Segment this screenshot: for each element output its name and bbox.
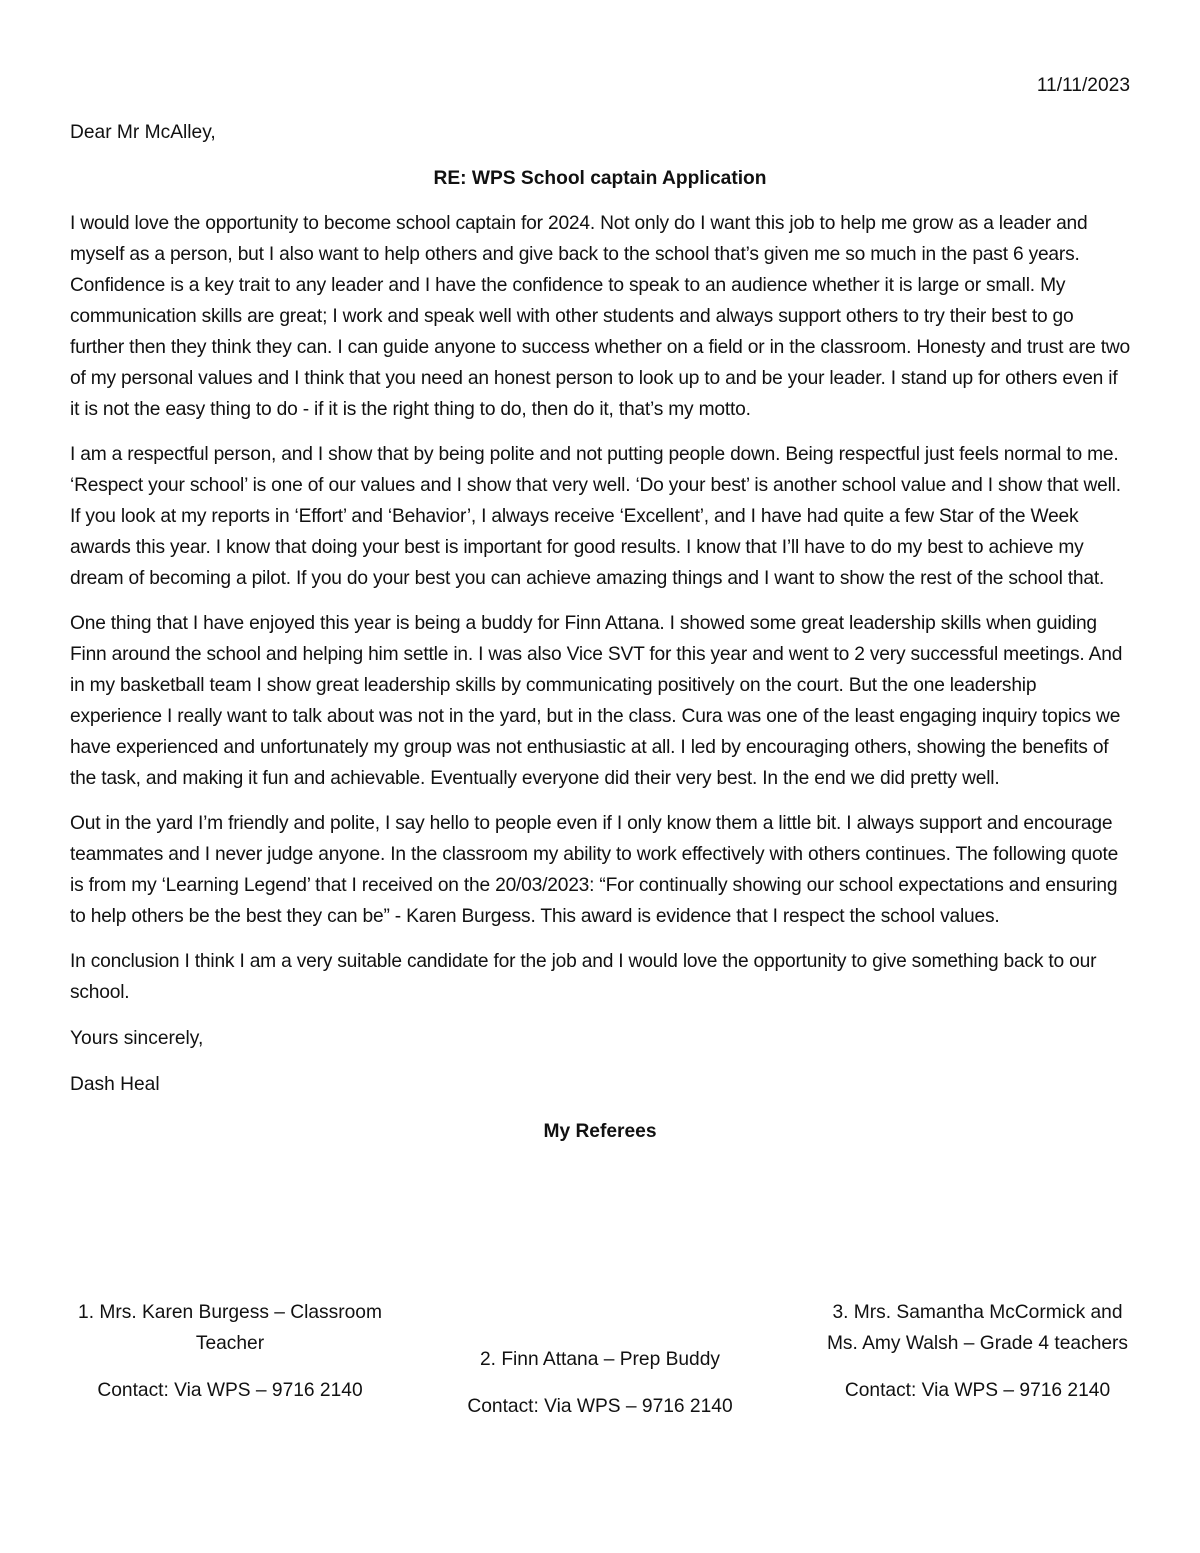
signature-name: Dash Heal [70,1074,160,1095]
paragraph-respect: I am a respectful person, and I show that by being polite and not putting people down. Being respectful just feels normal to me. ‘Respect your school’ is one of our values and I show that very well. ‘Do your best’ is another school value and I show that well. If you look at my reports in ‘Effort’ and ‘Behavior’, I always receive ‘Excellent’, and I have had quite a few Star of the Week awards this year. I know that doing your best is important for good results. I know that I’ll have to do my best to achieve my dream of becoming a pilot. If you do your best you can achieve amazing things and I want to show the rest of the school that. [70,444,1121,589]
closing: Yours sincerely, [70,1028,204,1049]
referee-name: 2. Finn Attana – Prep Buddy [479,1349,720,1370]
paragraph-leadership: One thing that I have enjoyed this year is being a buddy for Finn Attana. I showed some great leadership skills when guiding Finn around the school and helping him settle in. I was also Vice SVT for this year and went to 2 very successful meetings. And in my basketball team I show great leadership skills by communicating positively on the court. But the one leadership experience I really want to talk about was not in the yard, but in the class. Cura was one of the least engaging inquiry topics we have experienced and unfortunately my group was not enthusiastic at all. I led by encouraging others, showing the benefits of the task, and making it fun and achievable. Eventually everyone did their very best. In the end we did pretty well. [70,613,1123,789]
referees-title: My Referees [543,1121,657,1142]
referee-1 [70,1297,390,1406]
referee-contact: Contact: Via WPS – 9716 2140 [844,1380,1111,1401]
letter-date: 11/11/2023 [1036,75,1130,96]
referee-name: 3. Mrs. Samantha McCormick and Ms. Amy Walsh – Grade 4 teachers [826,1302,1129,1354]
referee-name: 1. Mrs. Karen Burgess – Classroom Teacher [78,1302,382,1354]
subject-line: RE: WPS School captain Application [433,168,767,189]
paragraph-conclusion: In conclusion I think I am a very suitable candidate for the job and I would love the opportunity to give something back to our school. [70,951,1097,1003]
salutation: Dear Mr McAlley, [70,122,216,143]
referee-3 [815,1297,1140,1406]
paragraph-yard: Out in the yard I’m friendly and polite, I say hello to people even if I only know them a little bit. I always support and encourage teammates and I never judge anyone. In the classroom my ability to work effectively with others continues. The following quote is from my ‘Learning Legend’ that I received on the 20/03/2023: “For continually showing our school expectations and ensuring to help others be the best they can be” - Karen Burgess. This award is evidence that I respect the school values. [70,813,1119,927]
paragraph-intro: I would love the opportunity to become school captain for 2024. Not only do I want this job to help me grow as a leader and myself as a person, but I also want to help others and give back to the school that’s given me so much in the past 6 years. Confidence is a key trait to any leader and I have the confidence to speak to an audience whether it is large or small. My communication skills are great; I work and speak well with other students and always support others to try their best to go further then they think they can. I can guide anyone to success whether on a field or in the classroom. Honesty and trust are two of my personal values and I think that you need an honest person to look up to and be your leader. I stand up for others even if it is not the easy thing to do - if it is the right thing to do, then do it, that’s my motto. [70,213,1130,420]
referee-contact: Contact: Via WPS – 9716 2140 [467,1396,733,1417]
referee-2 [440,1344,760,1422]
referee-contact: Contact: Via WPS – 9716 2140 [97,1380,363,1401]
letter-body [70,70,1130,1147]
referees-section [0,1295,1200,1455]
